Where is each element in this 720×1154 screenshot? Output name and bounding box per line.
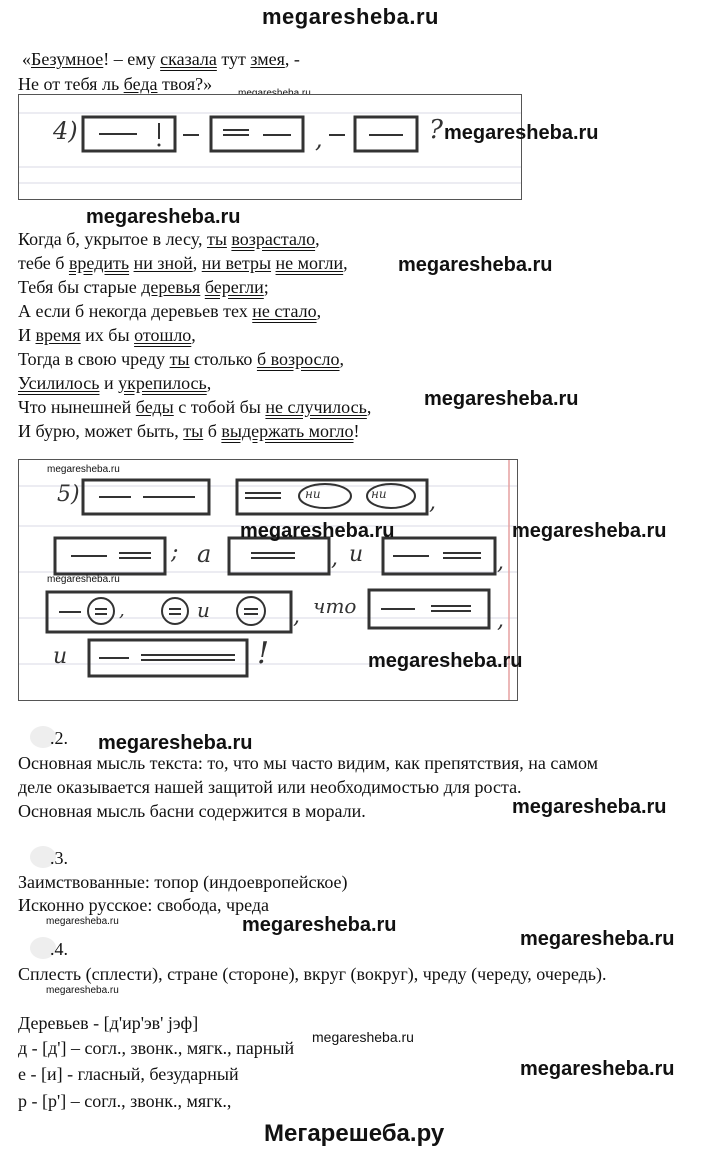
text: ! – ему (103, 49, 161, 69)
poem-line (18, 395, 371, 419)
watermark: megaresheba.ru (368, 650, 523, 672)
site-footer: Мегарешеба.ру (264, 1120, 445, 1147)
quote-line-1 (22, 47, 300, 71)
scheme-5-i: и (53, 644, 68, 669)
text: « (22, 49, 31, 69)
text: ?» (195, 74, 213, 94)
text: , (315, 229, 320, 249)
text: ни зной (133, 253, 193, 273)
scheme-4-number: 4) (53, 117, 78, 145)
scheme-5-i: и (197, 598, 210, 622)
scheme-5-ni: ни (305, 487, 321, 501)
scheme-5-comma: , (119, 600, 125, 621)
task-4-text-2: Деревьев - [д'ир'эв' јэф] (18, 1013, 199, 1033)
text: не случилось (265, 397, 367, 417)
text: ! (353, 421, 360, 441)
scheme-5-comma: , (293, 604, 300, 629)
watermark: megaresheba.ru (424, 388, 579, 410)
watermark: megaresheba.ru (98, 732, 253, 754)
watermark: megaresheba.ru (242, 914, 397, 936)
watermark-small: megaresheba.ru (47, 464, 120, 475)
watermark-medium: megaresheba.ru (312, 1029, 414, 1045)
text: б (203, 421, 222, 441)
scheme-5-chto: что (313, 594, 357, 618)
text: , (192, 253, 202, 273)
text: Когда б, укрытое в лесу, (18, 229, 207, 249)
poem-line (18, 227, 371, 251)
task-4-number: .4. (50, 939, 68, 959)
text: ты (183, 421, 204, 441)
text: сказала (160, 49, 217, 69)
task-4-text-5: р - [р'] – согл., звонк., мягк., (18, 1091, 232, 1111)
poem-line (18, 275, 371, 299)
text: ни ветры (201, 253, 272, 273)
text: не могли (275, 253, 344, 273)
text: ты (206, 229, 227, 249)
poem-line (18, 251, 371, 275)
scheme-5-a: а (197, 540, 212, 568)
text: выдержать могло (221, 421, 354, 441)
text: вредить (68, 253, 130, 273)
quote-line-2 (18, 72, 212, 96)
text: тут (216, 49, 251, 69)
watermark-small: megaresheba.ru (46, 985, 119, 996)
task-4-text-3: д - [д'] – согл., звонк., мягк., парный (18, 1038, 295, 1058)
text: И (18, 325, 36, 345)
text: змея (250, 49, 285, 69)
watermark: megaresheba.ru (520, 1058, 675, 1080)
task-3-text-1: Заимствованные: топор (индоевропейское) (18, 872, 348, 892)
task-2-text-1: Основная мысль текста: то, что мы часто видим, как препятствия, на самом (18, 753, 599, 773)
scheme-4-drawing (19, 95, 521, 199)
text: , (191, 325, 196, 345)
text: берегли (204, 277, 264, 297)
text: отошло (134, 325, 192, 345)
scheme-5-comma: , (331, 546, 338, 571)
text: столько (189, 349, 257, 369)
text: время (35, 325, 81, 345)
watermark: megaresheba.ru (240, 520, 395, 542)
task-2-number: .2. (50, 728, 68, 748)
task-2-text-2: деле оказывается нашей защитой или необходимостью для роста. (18, 777, 522, 797)
text: ты (169, 349, 190, 369)
scheme-4-image (18, 94, 522, 200)
task-3-number: .3. (50, 848, 68, 868)
text: укрепилось (118, 373, 207, 393)
poem-line (18, 347, 371, 371)
text: А если б некогда деревьев тех (18, 301, 253, 321)
site-header: megaresheba.ru (262, 4, 439, 29)
task-2-text-3: Основная мысль басни содержится в морали. (18, 801, 366, 821)
watermark: megaresheba.ru (398, 254, 553, 276)
text: беды (135, 397, 174, 417)
watermark: megaresheba.ru (520, 928, 675, 950)
scheme-4-comma: , (315, 125, 323, 153)
watermark-small: megaresheba.ru (47, 574, 120, 585)
text: И бурю, может быть, (18, 421, 184, 441)
text: Тебя бы старые (18, 277, 142, 297)
text: Тогда в свою чреду (18, 349, 170, 369)
watermark: megaresheba.ru (86, 206, 241, 228)
scheme-5-i: и (349, 542, 364, 567)
watermark-small: megaresheba.ru (46, 916, 119, 927)
task-4-text-1: Сплесть (сплести), стране (стороне), вкруг (вокруг), чреду (череду, очередь). (18, 964, 607, 984)
text: не стало (252, 301, 317, 321)
text: возрастало (231, 229, 316, 249)
text: Не от тебя ль (18, 74, 124, 94)
text: Усилилось (18, 373, 100, 393)
watermark: megaresheba.ru (512, 520, 667, 542)
text: твоя (161, 74, 196, 94)
scheme-5-exclamation: ! (257, 636, 270, 671)
poem-line (18, 371, 371, 395)
text: , (316, 301, 322, 321)
text: , (339, 349, 345, 369)
task-3-text-2: Исконно русское: свобода, чреда (18, 895, 269, 915)
text: , (343, 253, 348, 273)
scheme-5-comma: , (429, 490, 436, 515)
scheme-5-number: 5) (57, 482, 80, 507)
text: Что нынешней (18, 397, 136, 417)
text: и (99, 373, 119, 393)
text: с тобой бы (173, 397, 266, 417)
poem-line (18, 323, 371, 347)
scheme-5-comma: , (497, 608, 504, 633)
watermark: megaresheba.ru (512, 796, 667, 818)
text: , (206, 373, 212, 393)
text: Безумное (31, 49, 104, 69)
text: их бы (80, 325, 135, 345)
scheme-4-question: ? (429, 115, 443, 145)
scheme-5-comma: , (497, 550, 504, 575)
text: , - (284, 49, 300, 69)
text: тебе б (18, 253, 69, 273)
text: беда (123, 74, 158, 94)
text: б возросло (256, 349, 340, 369)
scheme-5-semicolon: ; (171, 540, 179, 565)
watermark: megaresheba.ru (444, 122, 599, 144)
text: деревья (141, 277, 201, 297)
poem-line (18, 419, 371, 443)
scheme-5-ni: ни (371, 487, 387, 501)
text: ; (263, 277, 269, 297)
task-4-text-4: е - [и] - гласный, безударный (18, 1064, 239, 1084)
poem (18, 227, 371, 443)
text: , (366, 397, 372, 417)
poem-line (18, 299, 371, 323)
